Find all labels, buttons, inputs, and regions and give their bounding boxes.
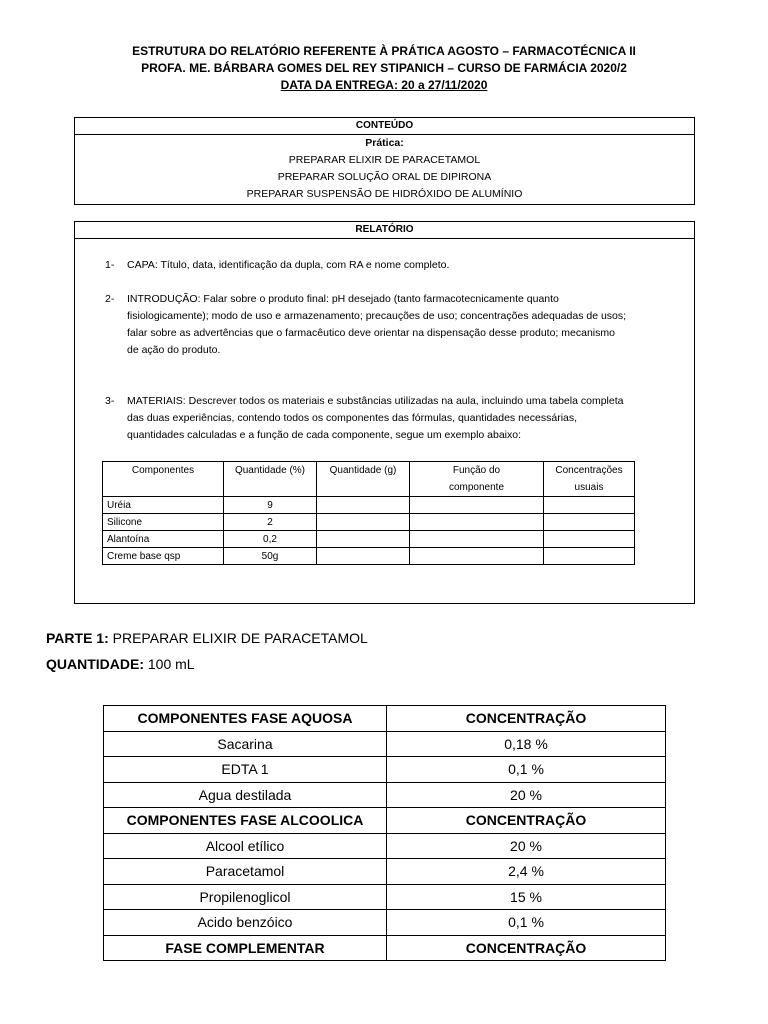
conteudo-body (75, 135, 694, 203)
cell-component: Silicone (103, 514, 224, 531)
table-header-row (104, 808, 666, 834)
table-header-row (104, 706, 666, 732)
relatorio-title: RELATÓRIO (75, 222, 694, 239)
cell-component: Creme base qsp (103, 548, 224, 565)
parte-1-title: PREPARAR ELIXIR DE PARACETAMOL (112, 630, 368, 646)
header-line-1: ESTRUTURA DO RELATÓRIO REFERENTE À PRÁTICA AGOSTO – FARMACOTÉCNICA II (132, 44, 636, 58)
item-number: 3- (105, 395, 115, 407)
cell-quantity-g (317, 497, 410, 514)
col-header-quantidade-pct: Quantidade (%) (224, 462, 317, 497)
cell-concentration (544, 497, 635, 514)
cell-function (410, 531, 544, 548)
relatorio-box (74, 221, 695, 604)
table-row (104, 757, 666, 783)
item-text-line: INTRODUÇÃO: Falar sobre o produto final: pH desejado (tanto farmacotecnicamente quanto (127, 293, 559, 305)
parte-1-label: PARTE 1: (46, 630, 109, 646)
col-header-quantidade-g: Quantidade (g) (317, 462, 410, 497)
component-concentration: 0,1 % (387, 757, 666, 783)
item-text-line: fisiologicamente); modo de uso e armazenamento; precauções de uso; concentrações adequadas de usos; (127, 310, 627, 322)
cell-quantity-pct: 2 (224, 514, 317, 531)
table-row (103, 548, 635, 565)
table-header-row (103, 462, 635, 497)
table-header-row (104, 935, 666, 961)
section-header-aquosa: COMPONENTES FASE AQUOSA (104, 706, 387, 732)
delivery-date: DATA DA ENTREGA: 20 a 27/11/2020 (280, 78, 488, 92)
concentration-header: CONCENTRAÇÃO (387, 808, 666, 834)
table-row (104, 859, 666, 885)
component-concentration: 20 % (387, 782, 666, 808)
table-row (104, 884, 666, 910)
pratica-label: Prática: (365, 137, 404, 149)
component-concentration: 20 % (387, 833, 666, 859)
item-text-line: falar sobre as advertências que o farmacêutico deve orientar na dispensação desse produto; mecanismo (127, 327, 615, 339)
cell-component: Alantoína (103, 531, 224, 548)
table-row (104, 782, 666, 808)
cell-quantity-pct: 50g (224, 548, 317, 565)
component-name: EDTA 1 (104, 757, 387, 783)
item-text-line: de ação do produto. (127, 344, 221, 356)
col-header-concentracoes: Concentrações usuais (544, 462, 635, 497)
col-header-funcao: Função do componente (410, 462, 544, 497)
pratica-item: PREPARAR ELIXIR DE PARACETAMOL (288, 154, 481, 166)
table-row (104, 833, 666, 859)
item-text-line: quantidades calculadas e a função de cada componente, segue um exemplo abaixo: (127, 429, 522, 441)
component-name: Agua destilada (104, 782, 387, 808)
header-line-2: PROFA. ME. BÁRBARA GOMES DEL REY STIPANICH – CURSO DE FARMÁCIA 2020/2 (141, 61, 627, 75)
table-row (104, 910, 666, 936)
component-name: Paracetamol (104, 859, 387, 885)
cell-concentration (544, 531, 635, 548)
cell-quantity-g (317, 548, 410, 565)
table-row (104, 731, 666, 757)
table-row (103, 531, 635, 548)
pratica-item: PREPARAR SOLUÇÃO ORAL DE DIPIRONA (277, 171, 492, 183)
section-header-complementar: FASE COMPLEMENTAR (104, 935, 387, 961)
cell-function (410, 514, 544, 531)
cell-quantity-pct: 0,2 (224, 531, 317, 548)
cell-function (410, 497, 544, 514)
cell-quantity-g (317, 531, 410, 548)
cell-quantity-g (317, 514, 410, 531)
quantidade-line (46, 656, 195, 672)
component-name: Acido benzóico (104, 910, 387, 936)
item-text-line: MATERIAIS: Descrever todos os materiais e substâncias utilizadas na aula, incluindo uma tabela completa (127, 395, 624, 407)
conteudo-title: CONTEÚDO (75, 118, 694, 135)
concentration-header: CONCENTRAÇÃO (387, 935, 666, 961)
table-row (103, 514, 635, 531)
parte-1-line (46, 630, 368, 646)
conteudo-box (74, 117, 695, 205)
component-concentration: 0,1 % (387, 910, 666, 936)
col-header-componentes: Componentes (103, 462, 224, 497)
elixir-formula-table (103, 705, 666, 961)
component-name: Propilenoglicol (104, 884, 387, 910)
cell-quantity-pct: 9 (224, 497, 317, 514)
pratica-item: PREPARAR SUSPENSÃO DE HIDRÓXIDO DE ALUMÍNIO (246, 188, 523, 200)
cell-concentration (544, 548, 635, 565)
example-components-table (102, 461, 635, 565)
item-text-line: CAPA: Título, data, identificação da dupla, com RA e nome completo. (127, 259, 450, 271)
item-number: 2- (105, 293, 115, 305)
concentration-header: CONCENTRAÇÃO (387, 706, 666, 732)
quantidade-value: 100 mL (147, 656, 195, 672)
component-name: Sacarina (104, 731, 387, 757)
section-header-alcoolica: COMPONENTES FASE ALCOOLICA (104, 808, 387, 834)
cell-function (410, 548, 544, 565)
component-concentration: 0,18 % (387, 731, 666, 757)
component-concentration: 2,4 % (387, 859, 666, 885)
cell-component: Uréia (103, 497, 224, 514)
cell-concentration (544, 514, 635, 531)
item-text-line: das duas experiências, contendo todos os componentes das fórmulas, quantidades necessárias, (127, 412, 578, 424)
component-name: Alcool etílico (104, 833, 387, 859)
component-concentration: 15 % (387, 884, 666, 910)
table-row (103, 497, 635, 514)
quantidade-label: QUANTIDADE: (46, 656, 144, 672)
item-number: 1- (105, 259, 115, 271)
